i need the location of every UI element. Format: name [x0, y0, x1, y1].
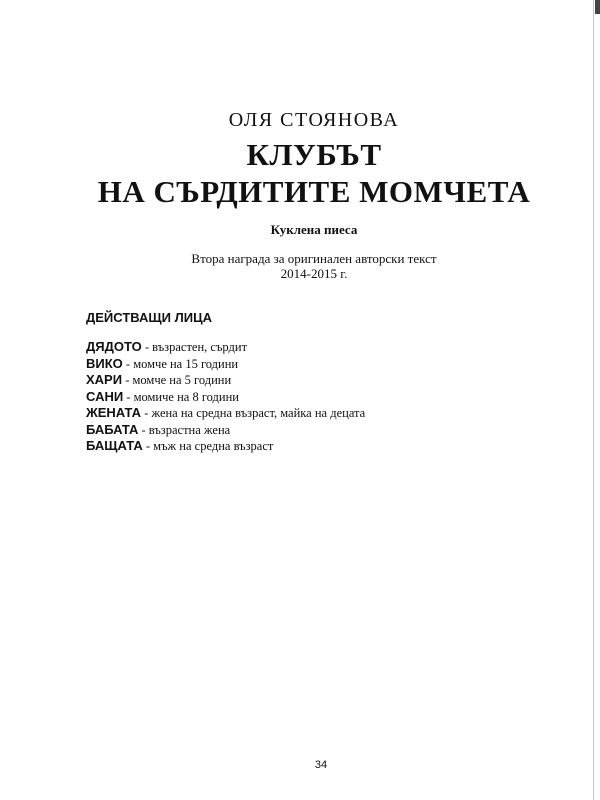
- cast-item: [86, 405, 365, 422]
- cast-item-description: - жена на средна възраст, майка на децата: [141, 406, 366, 420]
- cast-item: [86, 422, 365, 439]
- cast-item-description: - момче на 15 години: [122, 356, 239, 371]
- cast-item-description: - мъж на средна възраст: [142, 439, 274, 453]
- play-title-line-1: КЛУБЪТ: [246, 137, 382, 172]
- cast-item-name: БАБАТА: [86, 421, 139, 437]
- cast-item: [86, 356, 365, 373]
- cast-item-description: - момиче на 8 години: [123, 389, 239, 404]
- cast-item-name: САНИ: [86, 388, 124, 404]
- cast-item: [86, 372, 365, 389]
- award-line-1: Втора награда за оригинален авторски текст: [191, 251, 437, 266]
- cast-item-name: ЖЕНАТА: [86, 405, 142, 420]
- cast-item-description: - възрастна жена: [138, 422, 231, 437]
- award-line-2: 2014-2015 г.: [280, 266, 348, 281]
- scan-edge-mark: [595, 0, 600, 14]
- cast-item: [86, 438, 365, 455]
- author-name: ОЛЯ СТОЯНОВА: [228, 109, 400, 131]
- cast-item-description: - момче на 5 години: [122, 373, 232, 387]
- cast-item-description: - възрастен, сърдит: [141, 340, 248, 354]
- cast-heading: ДЕЙСТВАЩИ ЛИЦА: [86, 310, 212, 325]
- play-title-line-2: НА СЪРДИТИТЕ МОМЧЕТА: [97, 174, 531, 209]
- cast-item: [86, 389, 365, 406]
- cast-item-name: ВИКО: [86, 355, 123, 371]
- cast-list: [86, 339, 365, 455]
- cast-item: [86, 339, 365, 356]
- play-genre: Куклена пиеса: [270, 222, 358, 237]
- award-note: [0, 251, 600, 281]
- page-number: 34: [314, 759, 328, 771]
- cast-item-name: ХАРИ: [86, 372, 123, 387]
- cast-item-name: ДЯДОТО: [86, 339, 142, 354]
- cast-item-name: БАЩАТА: [86, 438, 143, 453]
